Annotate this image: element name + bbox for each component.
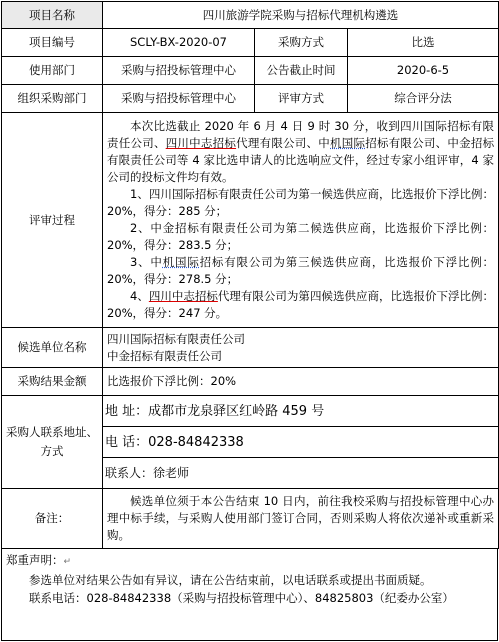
item4-a: 4、 [130, 289, 149, 303]
method-value: 比选 [348, 29, 499, 57]
item3-c: 招标有限公司为第三候选供应商，比选报价下浮比例：20%，得分：278.5 分； [107, 255, 495, 286]
item4-b: 四川中志招标 [148, 289, 218, 303]
row-review-process [2, 113, 499, 328]
purchaser-label: 采购人联系地址、方式 [2, 396, 103, 489]
declaration-line-2: 联系电话：028-84842338（采购与招投标管理中心）、84825803（纪委办公室） [29, 591, 454, 605]
candidates-list [103, 328, 499, 368]
row-project-name [2, 2, 499, 29]
process-text-a: 本次比选截止 2020 年 6 月 4 日 9 时 30 分，收到四川国际招标有限责任公司、 [107, 119, 495, 150]
result-value: 比选报价下浮比例：20% [103, 368, 499, 396]
remarks-text: 候选单位须于本公告结束 10 日内，前往我校采购与招投标管理中心办理中标手续，与采购人使用部门签订合同，否则采购人将依次递补或重新采购。 [107, 494, 495, 542]
process-item-2: 2、中金招标有限责任公司为第二候选供应商，比选报价下浮比例：20%，得分：283.5 分； [107, 221, 495, 252]
announcement-page [1, 1, 498, 640]
project-name-label: 项目名称 [2, 2, 103, 29]
declaration-heading [6, 551, 493, 571]
project-no-label: 项目编号 [2, 29, 103, 57]
process-paragraph [107, 118, 494, 186]
process-text-b: 四川中志招标 [165, 136, 237, 150]
row-result [2, 368, 499, 396]
row-candidates [2, 328, 499, 368]
deadline-label: 公告截止时间 [255, 57, 348, 85]
deadline-value: 2020-6-5 [348, 57, 499, 85]
review-method-label: 评审方式 [255, 85, 348, 113]
dept-label: 使用部门 [2, 57, 103, 85]
result-label: 采购结果金额 [2, 368, 103, 396]
review-process-label: 评审过程 [2, 113, 103, 328]
declaration-text: 郑重声明： [6, 553, 64, 567]
process-text-c: 代理有限公司、中 [236, 136, 330, 150]
dept-value: 采购与招投标管理中心 [103, 57, 255, 85]
remarks-value [103, 489, 499, 549]
declaration-line-1: 参选单位对结果公告如有异议，请在公告结束前，以电话联系或提出书面质疑。 [29, 573, 432, 587]
review-method-value: 综合评分法 [348, 85, 499, 113]
return-mark-icon: ↵ [63, 557, 72, 567]
candidate-item: 四川国际招标有限责任公司 [107, 331, 245, 346]
row-purchaser [2, 396, 499, 489]
process-text-e: 招标有限公司、中金招标有限责任公司等 4 家比选申请人的比选响应文件，经过专家小组评审，4 家公司的投标文件均有效。 [107, 136, 495, 184]
method-label: 采购方式 [255, 29, 348, 57]
project-no-value: SCLY-BX-2020-07 [103, 29, 255, 57]
org-label: 组织采购部门 [2, 85, 103, 113]
remarks-label: 备注： [2, 489, 103, 549]
process-text-d: 机国际 [330, 136, 366, 150]
item3-a: 3、中 [130, 255, 163, 269]
candidates-label: 候选单位名称 [2, 328, 103, 368]
item3-b: 机国际 [162, 255, 200, 269]
row-remarks [2, 489, 499, 549]
phone-line: 电 话：028-84842338 [103, 427, 498, 458]
row-org [2, 85, 499, 113]
procurement-table [1, 1, 499, 549]
review-process-text [103, 113, 499, 328]
project-name-value: 四川旅游学院采购与招标代理机构遴选 [103, 2, 499, 29]
row-project-no [2, 29, 499, 57]
row-dept [2, 57, 499, 85]
contact-person-line: 联系人：徐老师 [105, 465, 190, 480]
item4-c: 代理有限公司为第四候选供应商，比选报价下浮比例：20%，得分：247 分。 [107, 289, 495, 320]
footer-declaration [1, 549, 498, 641]
candidate-item: 中金招标有限责任公司 [107, 348, 222, 363]
process-item-1: 1、四川国际招标有限责任公司为第一候选供应商，比选报价下浮比例：20%，得分：285 分； [107, 187, 495, 218]
org-value: 采购与招投标管理中心 [103, 85, 255, 113]
purchaser-contact [103, 396, 499, 489]
address-line: 地 址：成都市龙泉驿区红岭路 459 号 [103, 396, 498, 427]
process-item-4 [107, 288, 494, 322]
process-item-3 [107, 254, 494, 288]
